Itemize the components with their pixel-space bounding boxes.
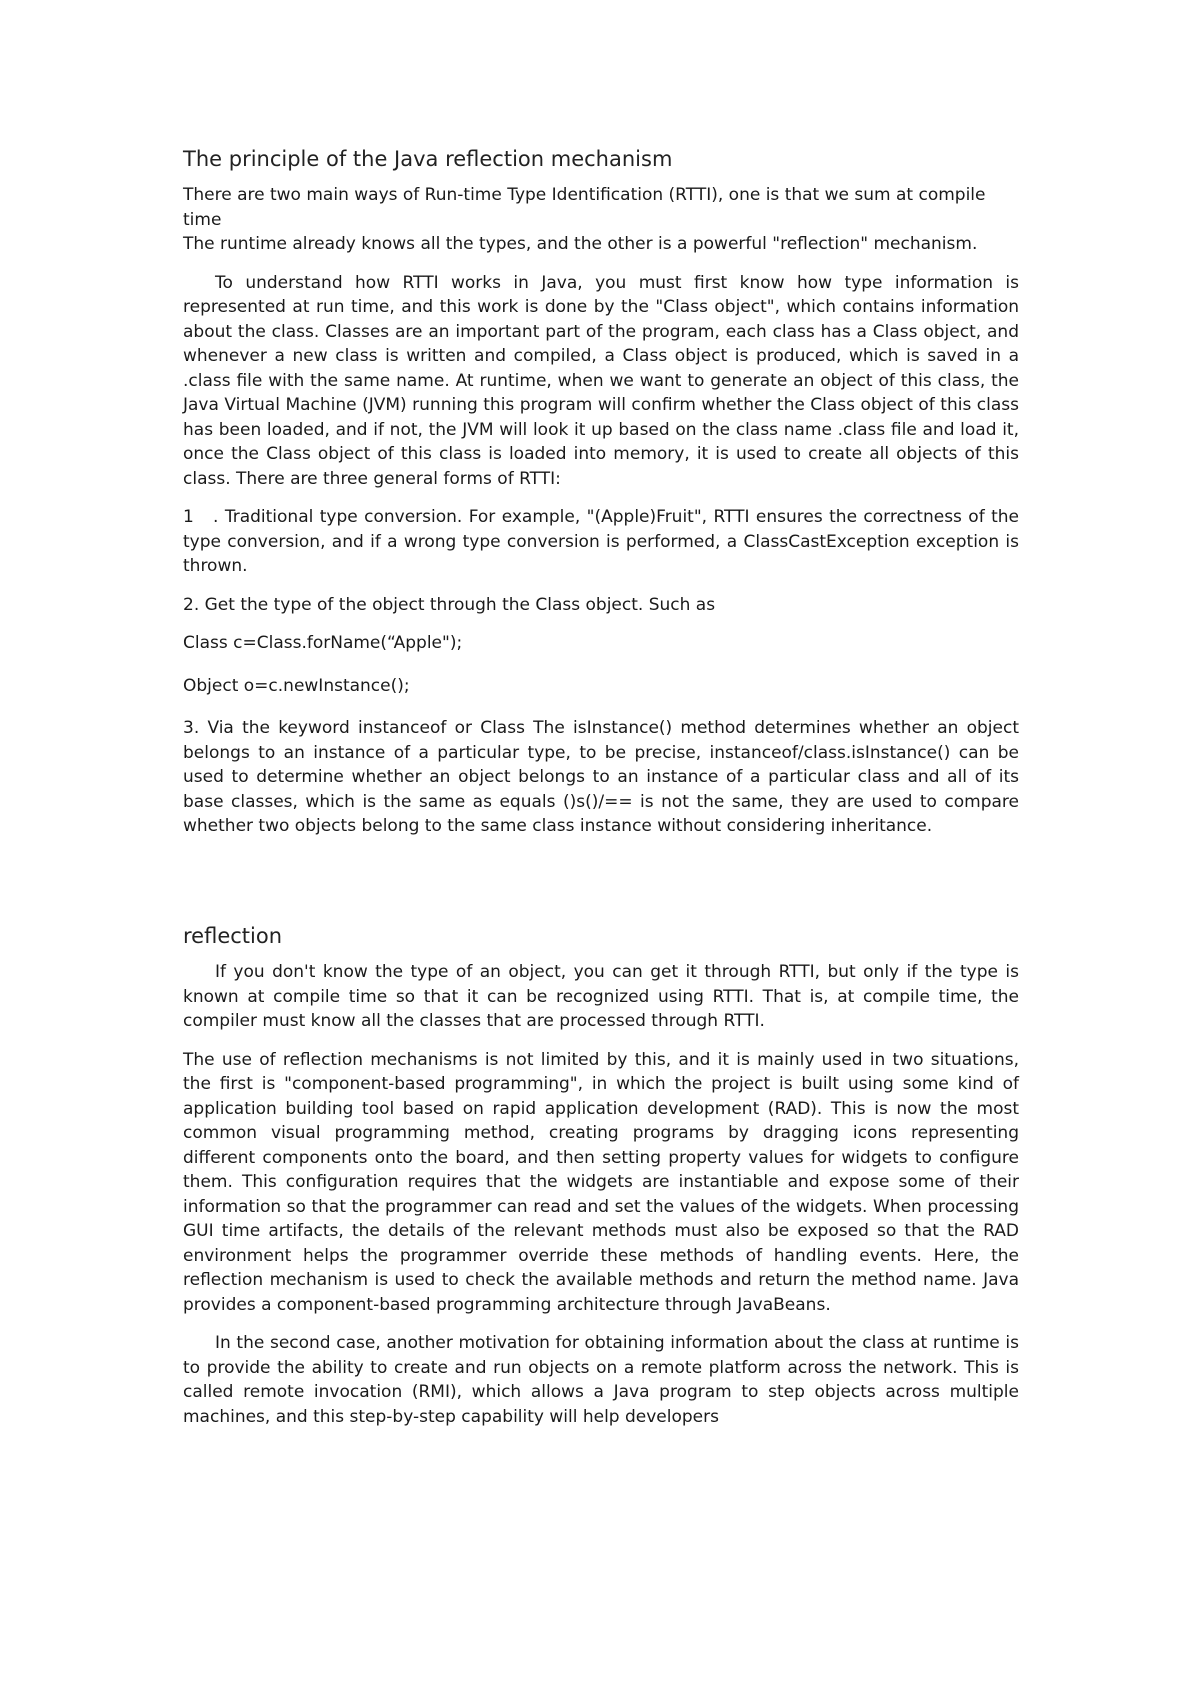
code-line-1: Class c=Class.forName(“Apple"); — [183, 633, 463, 654]
rtti-explanation-paragraph: To understand how RTTI works in Java, you must first know how type information is represented at run time, and this work is done by the "Class object", which contains information about the class. Classes are an important part of the program, each class has a Class object, and whenever a new class is written and compiled, a Class object is produced, which is saved in a .class file with the same name. At runtime, when we want to generate an object of this class, the Java Virtual Machine (JVM) running this program will confirm whether the Class object of this class has been loaded, and if not, the JVM will look it up based on the class name .class file and load it, once the Class object of this class is loaded into memory, it is used to create all objects of this class. There are three general forms of RTTI: — [183, 272, 1019, 489]
reflection-paragraph-1: If you don't know the type of an object, you can get it through RTTI, but only if the type is known at compile time so that it can be recognized using RTTI. That is, at compile time, the compiler must know all the classes that are processed through RTTI. — [183, 962, 1019, 1032]
section-title-reflection: reflection — [183, 923, 283, 948]
list-item-3: 3. Via the keyword instanceof or Class The isInstance() method determines whether an object belongs to an instance of a particular type, to be precise, instanceof/class.isInstance() can be used to determine whether an object belongs to an instance of a particular class and all of its base classes, which is the same as equals ()s()/== is not the same, they are used to compare whether two objects belong to the same class instance without considering inheritance. — [183, 718, 1019, 837]
list-item-1: 1 . Traditional type conversion. For example, "(Apple)Fruit", RTTI ensures the correctness of the type conversion, and if a wrong type conversion is performed, a ClassCastException exception is thrown. — [183, 507, 1019, 577]
document-content — [183, 146, 1019, 1443]
intro-paragraph-1: There are two main ways of Run-time Type Identification (RTTI), one is that we sum at compile time — [183, 185, 986, 230]
section-title-reflection-principle: The principle of the Java reflection mechanism — [183, 147, 673, 171]
list-item-2: 2. Get the type of the object through the Class object. Such as — [183, 594, 716, 615]
reflection-paragraph-2: The use of reflection mechanisms is not limited by this, and it is mainly used in two situations, the first is "component-based programming", in which the project is built using some kind of application building tool based on rapid application development (RAD). This is now the most common visual programming method, creating programs by dragging icons representing different components onto the board, and then setting property values for widgets to configure them. This configuration requires that the widgets are instantiable and expose some of their information so that the programmer can read and set the values of the widgets. When processing GUI time artifacts, the details of the relevant methods must also be exposed so that the RAD environment helps the programmer override these methods of handling events. Here, the reflection mechanism is used to check the available methods and return the method name. Java provides a component-based programming architecture through JavaBeans. — [183, 1049, 1019, 1315]
reflection-paragraph-3: In the second case, another motivation for obtaining information about the class at runtime is to provide the ability to create and run objects on a remote platform across the network. This is called remote invocation (RMI), which allows a Java program to step objects across multiple machines, and this step-by-step capability will help developers — [183, 1333, 1019, 1427]
intro-paragraph-2: The runtime already knows all the types, and the other is a powerful "reflection" mechanism. — [183, 234, 978, 255]
code-line-2: Object o=c.newInstance(); — [183, 675, 410, 696]
section-spacer — [183, 853, 1019, 923]
